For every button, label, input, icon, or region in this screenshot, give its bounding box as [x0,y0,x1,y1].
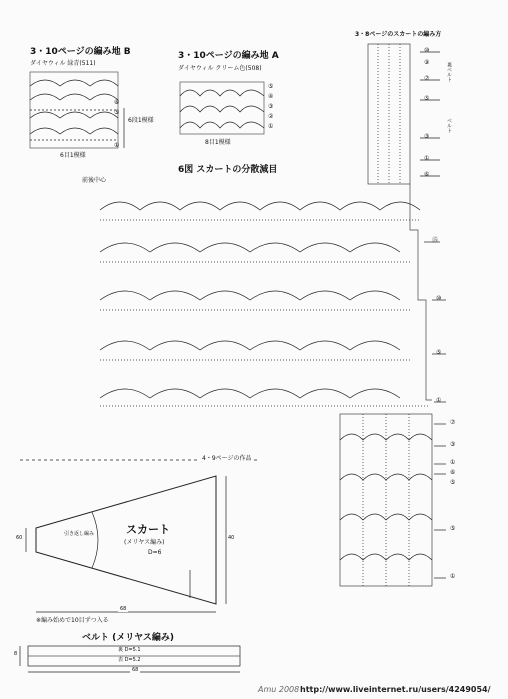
pattern-b-mark-3: ① [114,142,120,149]
center-label: 前後中心 [82,177,107,184]
bottom-mark-1: ① [450,459,456,466]
bottom-mark-1b: ① [450,573,456,580]
belt-mark-5: ⑤ [424,95,430,102]
belt-height: 8 [14,651,18,657]
row-arrows [420,52,446,578]
belt-mark-9: ⑨ [424,59,430,66]
belt-title: ベルト (メリヤス編み) [82,633,175,643]
bottom-width: 68 [120,606,127,612]
skirt-title: スカート [126,523,170,536]
pattern-a-repeat: 8目1模様 [205,139,231,146]
bottom-mark-5b: ⑤ [450,525,456,532]
belt-width: 68 [132,667,139,673]
pattern-b-title: 3・10ページの編み地 B [30,47,131,57]
skirt-chart-title: 3・8ページのスカートの編み方 [355,31,442,38]
pattern-a-yarn: ダイヤウィル クリーム色(508) [178,65,262,72]
side-mark-5: ⑤ [436,349,442,356]
side-mark-10: ⑩ [436,295,442,302]
pattern-b-mark-1: ⑥ [114,99,120,106]
magazine-mark: Amu 2008 [258,685,300,694]
bottom-mark-5a: ⑤ [450,479,456,486]
bottom-mark-3: ③ [450,441,456,448]
belt-label-bottom: ベルト [446,118,452,133]
belt-row-2: 表 D=5.2 [118,657,141,663]
pattern-b-stitches [30,80,118,140]
skirt-d: D=6 [148,549,162,556]
page-ref: 4・9ページの作品 [202,455,252,462]
source-url: http://www.liveinternet.ru/users/4249054/ [300,685,491,694]
pattern-a-title: 3・10ページの編み地 A [178,51,279,61]
pattern-a-mark-4: ② [268,113,274,120]
section-title: 6図 スカートの分散減目 [178,165,278,175]
belt-label-top: 裏ベルト [446,62,452,82]
skirt-chart-rows [100,202,430,406]
belt-mark-10: ⑩ [424,47,430,54]
right-height: 40 [228,535,235,541]
pattern-a-mark-3: ③ [268,103,274,110]
side-mark-1: ① [436,397,442,404]
note: ※編み始めで10目ずつ入る [36,617,109,624]
belt-mark-3: ③ [424,133,430,140]
bottom-mark-6: ⑥ [450,469,456,476]
pattern-b-rows: 6段1模様 [128,117,154,124]
pattern-b-repeat: 6目1模様 [60,152,86,159]
belt-mark-7: ⑦ [424,75,430,82]
belt-mark-1: ① [424,155,430,162]
pattern-a-mark-5: ① [268,123,274,130]
pattern-b-mark-2: ⑤ [114,109,120,116]
pattern-a-mark-1: ⑤ [268,83,274,90]
belt-mark-6: ⑥ [424,171,430,178]
pattern-a-mark-2: ④ [268,93,274,100]
pattern-b-yarn: ダイヤウィル 緑青(511) [30,60,96,67]
skirt-sub: (メリヤス編み) [124,539,165,546]
belt-row-1: 裏 D=5.1 [118,647,141,653]
bottom-mark-7: ⑦ [450,419,456,426]
pattern-a-stitches [180,90,264,128]
side-mark-15: ⑮ [432,237,439,244]
left-height: 60 [16,535,23,541]
arc-label: 引き返し編み [64,531,95,537]
